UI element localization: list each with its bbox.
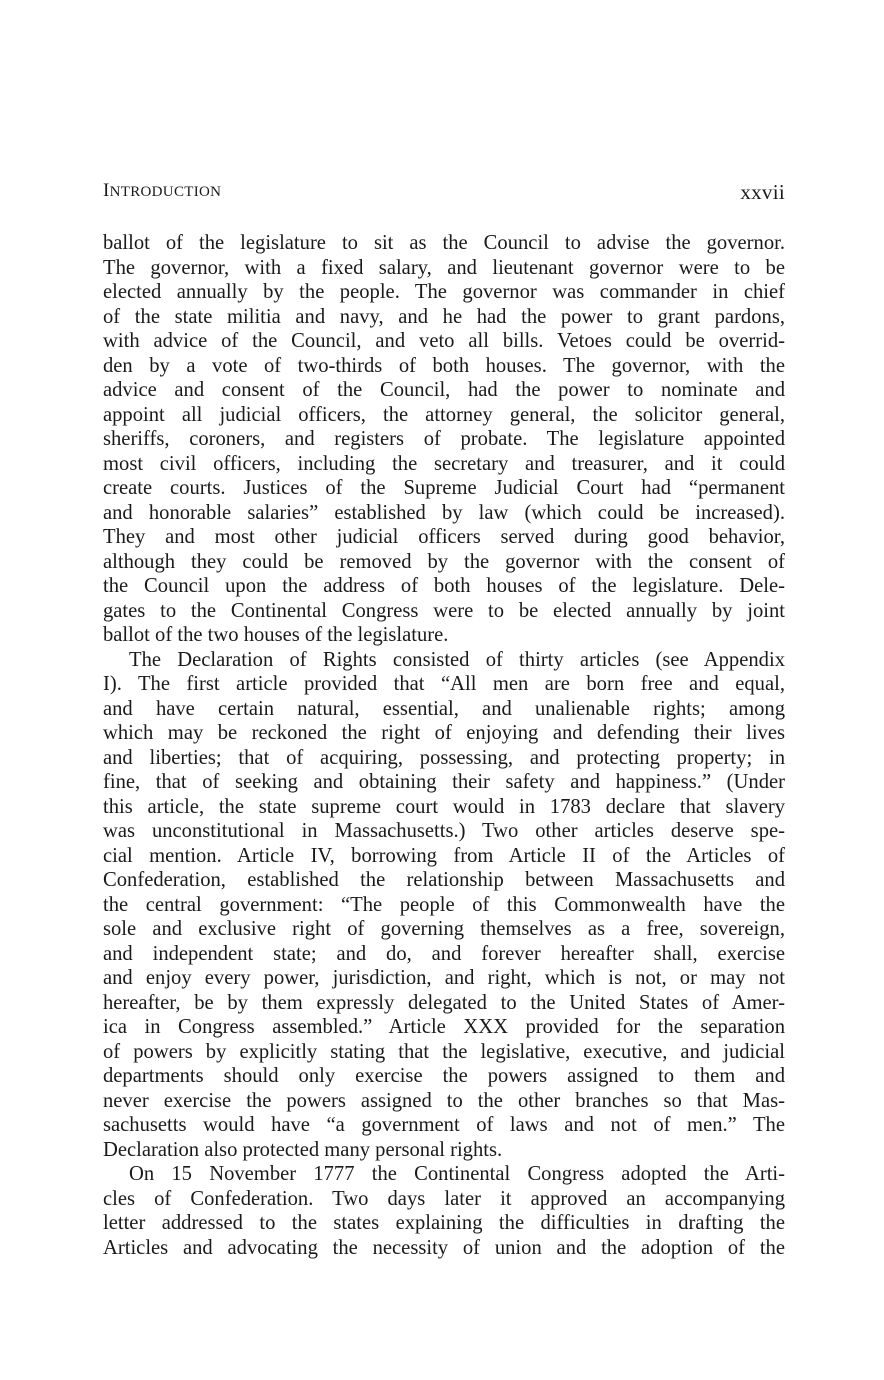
text-line: The Declaration of Rights consisted of thirty articles (see Appendix [129,648,785,671]
running-head-title [103,180,221,202]
text-line: advice and consent of the Council, had the power to nominate and [103,379,785,401]
text-line: with advice of the Council, and veto all bills. Vetoes could be overrid- [103,330,785,352]
text-line: and honorable salaries” established by law (which could be increased). [103,501,785,524]
text-line: elected annually by the people. The governor was commander in chief [103,281,785,303]
text-line: create courts. Justices of the Supreme Judicial Court had “permanent [103,477,785,499]
text-line: cial mention. Article IV, borrowing from Article II of the Articles of [103,844,785,867]
paragraph [103,231,785,648]
running-head [103,180,785,210]
paragraph [103,1162,785,1260]
text-line: departments should only exercise the powers assigned to them and [103,1065,785,1087]
text-line: never exercise the powers assigned to the other branches so that Mas- [103,1089,785,1112]
running-head-title-initial: I [103,180,110,201]
text-line: I). The first article provided that “All men are born free and equal, [103,673,785,695]
running-head-title-rest: NTRODUCTION [109,184,222,200]
text-line: which may be reckoned the right of enjoying and defending their lives [103,722,785,744]
text-line: ballot of the legislature to sit as the Council to advise the governor. [103,232,785,254]
text-line: ballot of the two houses of the legislature. [103,624,449,646]
text-line: On 15 November 1777 the Continental Congress adopted the Arti- [129,1163,785,1185]
text-line: this article, the state supreme court would in 1783 declare that slavery [103,795,785,818]
text-line: of powers by explicitly stating that the legislative, executive, and judicial [103,1040,785,1063]
text-line: They and most other judicial officers served during good behavior, [103,526,785,548]
text-line: den by a vote of two-thirds of both houses. The governor, with the [103,354,785,377]
text-line: and liberties; that of acquiring, possessing, and protecting property; in [103,746,785,769]
text-line: and independent state; and do, and forever hereafter shall, exercise [103,942,785,965]
text-line: Declaration also protected many personal rights. [103,1138,503,1161]
text-line: hereafter, be by them expressly delegated to the United States of Amer- [103,991,785,1014]
text-line: letter addressed to the states explaining the difficulties in drafting the [103,1212,785,1234]
text-line: sole and exclusive right of governing themselves as a free, sovereign, [103,918,785,940]
text-line: the Council upon the address of both houses of the legislature. Dele- [103,575,785,597]
text-line: was unconstitutional in Massachusetts.) Two other articles deserve spe- [103,820,785,842]
text-line: and enjoy every power, jurisdiction, and right, which is not, or may not [103,967,785,989]
text-line: Confederation, established the relationship between Massachusetts and [103,869,785,891]
text-line: most civil officers, including the secretary and treasurer, and it could [103,452,785,475]
text-line: appoint all judicial officers, the attorney general, the solicitor general, [103,403,785,426]
page-number: xxvii [740,180,785,204]
body-text [103,231,785,1260]
text-line: and have certain natural, essential, and unalienable rights; among [103,697,785,720]
text-line: of the state militia and navy, and he had the power to grant pardons, [103,305,785,328]
text-line: gates to the Continental Congress were to be elected annually by joint [103,599,785,622]
text-line: the central government: “The people of this Commonwealth have the [103,893,785,916]
text-line: Articles and advocating the necessity of union and the adoption of the [103,1236,785,1259]
text-line: although they could be removed by the governor with the consent of [103,550,785,573]
text-line: The governor, with a fixed salary, and lieutenant governor were to be [103,256,785,279]
paragraph [103,648,785,1163]
text-line: fine, that of seeking and obtaining their safety and happiness.” (Under [103,771,785,793]
text-line: ica in Congress assembled.” Article XXX provided for the separation [103,1016,785,1038]
text-line: sheriffs, coroners, and registers of probate. The legislature appointed [103,428,785,450]
text-line: sachusetts would have “a government of laws and not of men.” The [103,1114,785,1136]
text-line: cles of Confederation. Two days later it approved an accompanying [103,1187,785,1210]
